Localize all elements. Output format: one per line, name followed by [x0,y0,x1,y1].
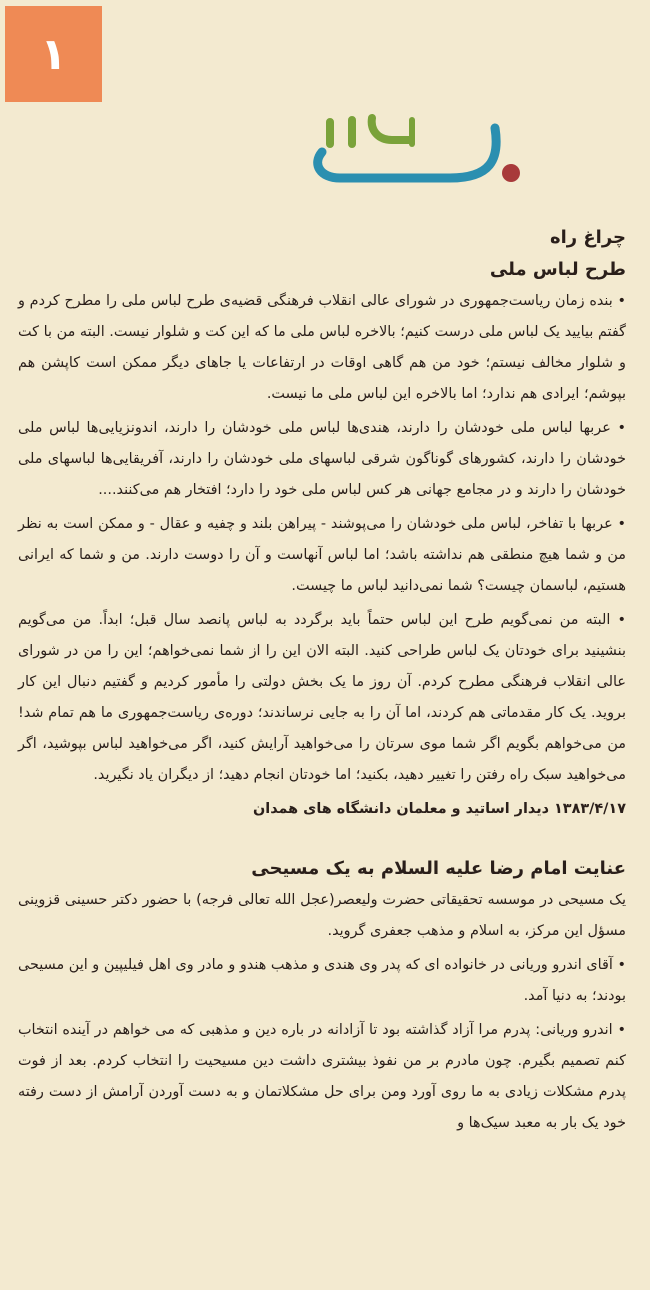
paragraph: • عربها لباس ملی خودشان را دارند، هندی‌ها لباس ملی خودشان را دارند، اندونزیایی‌ها لباس ملی خودشان را دارند، کشورهای گوناگون شرقی لباسهای ملی خودشان را دارند، آفریقایی‌ها لباسهای ملی خودشان را دارند و در مجامع جهانی هر کس لباس ملی خود را دارد؛ افتخار هم می‌کنند.... [18,420,626,498]
page-number-badge: ۱ [5,6,102,102]
paragraph: یک مسیحی در موسسه تحقیقاتی حضرت ولیعصر(عجل الله تعالی فرجه) با حضور دکتر حسینی قزوینی مسؤل این مرکز، به اسلام و مذهب جعفری گروید. [18,892,626,939]
paragraph: • بنده زمان ریاست‌جمهوری در شورای عالی انقلاب فرهنگی قضیه‌ی طرح لباس ملی را مطرح کردم و گفتم بیایید یک لباس ملی درست کنیم؛ بالاخره لباس ملی ما که این کت و شلوار نیست. البته من با کت و شلوار مخالف نیستم؛ خود من هم گاهی اوقات در ارتفاعات یا جاهای دیگر ممکن است کاپشن هم بپوشم؛ ایرادی هم ندارد؛ اما بالاخره این لباس ملی ما نیست. [18,293,626,402]
calligraphy-logo [300,100,540,210]
calligraphy-stroke-green [330,118,410,144]
paragraph: • عربها با تفاخر، لباس ملی خودشان را می‌پوشند - پیراهن بلند و چفیه و عقال - و ممکن است به نظر من و شما هیچ منطقی هم نداشته باشد؛ اما لباس آنهاست و آن را دوست دارند. من و شما که ایرانی هستیم، لباسمان چیست؟ شما نمی‌دانید لباس ما چیست. [18,516,626,594]
paragraph: • اندرو وریانی: پدرم مرا آزاد گذاشته بود تا آزادانه در باره دین و مذهبی که می خواهم در آینده انتخاب کنم تصمیم بگیرم. چون مادرم بر من نفوذ بیشتری داشت دین مسیحیت را انتخاب کردم. بعد از فوت پدرم مشکلات زیادی به ما روی آورد ومن برای حل مشکلاتمان و به دست آوردن آرامش از دست رفته خود یک بار به معبد سیک‌ها و [18,1022,626,1131]
paragraph: • البته من نمی‌گویم طرح این لباس حتماً باید برگردد به لباس پانصد سال قبل؛ ابداً. من می‌گویم بنشینید برای خودتان یک لباس طراحی کنید. البته الان این را از شما نمی‌خواهم؛ این را من در شورای عالی انقلاب فرهنگی مطرح کردم. آن روز ما یک بخش دولتی را مأمور کردیم و گفتیم دنبال این کار بروید. یک کار مقدماتی هم کردند، اما آن را به جایی نرساندند؛ دوره‌ی ریاست‌جمهوری ما هم تمام شد! من می‌خواهم بگویم اگر شما موی سرتان را می‌خواهید آرایش کنید، اگر می‌خواهید لباس بپوشید، اگر می‌خواهید سبک راه رفتن را تغییر دهید، بکنید؛ اما خودتان انجام دهید؛ از دیگران یاد نگیرید. [18,612,626,783]
article-content [18,222,626,1142]
calligraphy-dot [502,164,520,182]
calligraphy-stroke-blue [318,128,496,178]
section-heading-2: عنایت امام رضا علیه السلام به یک مسیحی [251,858,626,879]
paragraph: • آقای اندرو وریانی در خانواده ای که پدر وی هندی و مذهب هندو و مادر وی اهل فیلیپین و این مسیحی بودند؛ به دنیا آمد. [18,957,626,1004]
source-line: ۱۳۸۳/۴/۱۷ دیدار اساتید و معلمان دانشگاه های همدان [252,801,626,817]
section-subheading: طرح لباس ملی [489,259,626,280]
section-heading: چراغ راه [549,227,626,248]
